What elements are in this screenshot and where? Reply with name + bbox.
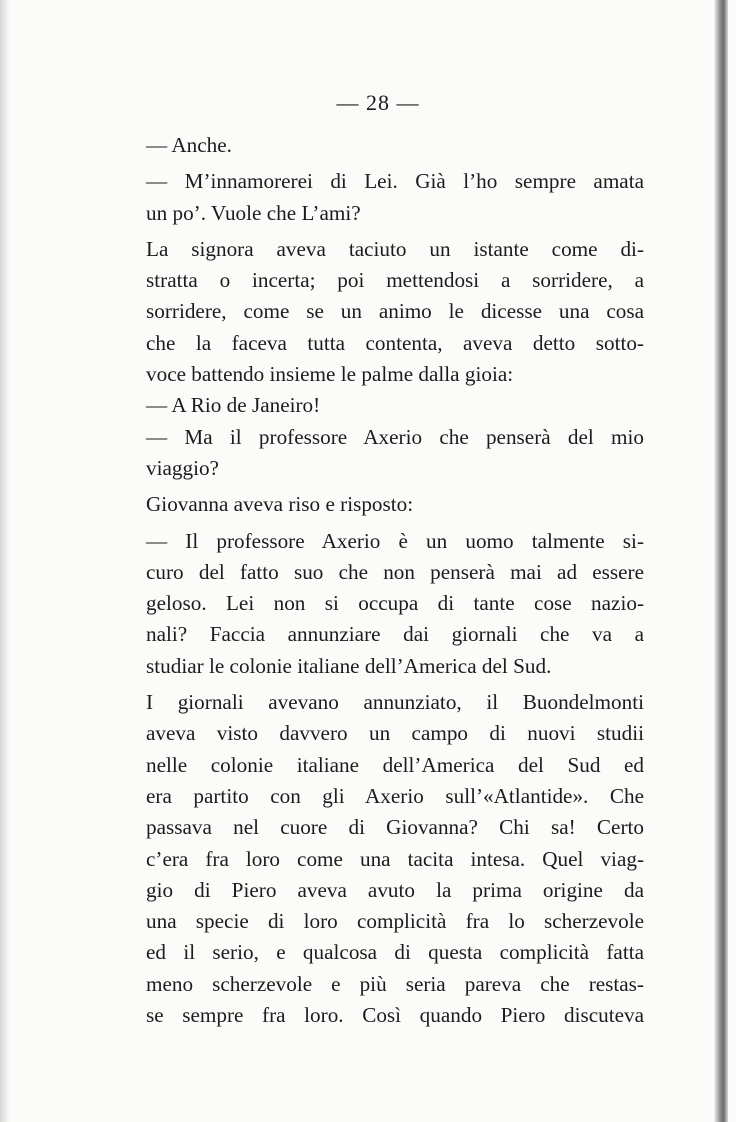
text-line: studiar le colonie italiane dell’America del Sud. — [146, 653, 552, 678]
text-line: curo del fatto suo che non penserà mai ad essere — [146, 559, 644, 584]
text-line: sorridere, come se un animo le dicesse una cosa — [146, 299, 644, 324]
text-line: meno scherzevole e più seria pareva che restas- — [146, 971, 644, 996]
text-line: c’era fra loro come una tacita intesa. Quel viag- — [146, 846, 644, 871]
gutter-shadow — [0, 0, 10, 1122]
paragraph — [128, 390, 644, 421]
page-edge — [714, 0, 728, 1122]
text-line: — Anche. — [146, 133, 232, 157]
text-line: I giornali avevano annunziato, il Buondelmonti — [146, 690, 644, 715]
text-line: passava nel cuore di Giovanna? Chi sa! Certo — [146, 815, 644, 840]
text-line: viaggio? — [146, 455, 219, 480]
text-line: ed il serio, e qualcosa di questa complicità fatta — [146, 940, 644, 965]
text-line: — Il professore Axerio è un uomo talmente si- — [146, 528, 644, 553]
text-line: che la faceva tutta contenta, aveva detto sotto- — [146, 330, 644, 355]
paragraph — [128, 687, 644, 1031]
text-line: stratta o incerta; poi mettendosi a sorridere, a — [146, 268, 644, 293]
text-line: nali? Faccia annunziare dai giornali che va a — [146, 622, 644, 647]
text-line: — Ma il professore Axerio che penserà del mio — [146, 424, 644, 449]
text-line: era partito con gli Axerio sull’«Atlantide». Che — [146, 783, 644, 808]
text-line: se sempre fra loro. Così quando Piero discuteva — [146, 1003, 644, 1028]
text-line: voce battendo insieme le palme dalla gioia: — [146, 362, 514, 387]
text-line: una specie di loro complicità fra lo scherzevole — [146, 909, 644, 934]
text-line: aveva visto davvero un campo di nuovi studii — [146, 721, 644, 746]
paragraph — [128, 234, 644, 390]
page-number: — 28 — — [336, 90, 420, 115]
paragraph — [128, 526, 644, 682]
paragraph — [128, 166, 644, 229]
text-line: La signora aveva taciuto un istante come di- — [146, 236, 644, 261]
paragraph — [128, 130, 644, 161]
text-line: un po’. Vuole che L’ami? — [146, 200, 361, 225]
body-text — [128, 130, 644, 1031]
paragraph — [128, 422, 644, 485]
text-line: nelle colonie italiane dell’America del Sud ed — [146, 752, 644, 777]
paragraph — [128, 489, 644, 520]
text-line: — M’innamorerei di Lei. Già l’ho sempre amata — [146, 169, 644, 194]
text-line: — A Rio de Janeiro! — [146, 393, 321, 418]
text-line: gio di Piero aveva avuto la prima origine da — [146, 877, 644, 902]
text-line: geloso. Lei non si occupa di tante cose nazio- — [146, 591, 644, 616]
text-line: Giovanna aveva riso e risposto: — [146, 492, 414, 517]
